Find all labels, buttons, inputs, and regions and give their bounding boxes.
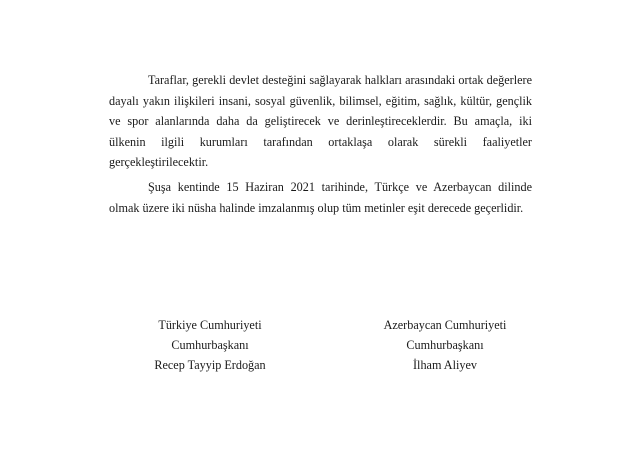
- signature-name: Recep Tayyip Erdoğan: [154, 358, 266, 372]
- signature-country: Azerbaycan Cumhuriyeti: [383, 318, 507, 332]
- signature-block-azerbaycan: [345, 315, 545, 375]
- signature-country: Türkiye Cumhuriyeti: [158, 318, 262, 332]
- signature-office: Cumhurbaşkanı: [171, 338, 249, 352]
- signature-office: Cumhurbaşkanı: [406, 338, 484, 352]
- signature-block-turkiye: [110, 315, 310, 375]
- signature-name: İlham Aliyev: [413, 358, 477, 372]
- paragraph-signing-place-date: Şuşa kentinde 15 Haziran 2021 tarihinde, Türkçe ve Azerbaycan dilinde olmak üzere iki nüsha halinde imzalanmış olup tüm metinler eşit derecede geçerlidir.: [109, 180, 532, 215]
- paragraph-cooperation: Taraflar, gerekli devlet desteğini sağlayarak halkları arasındaki ortak değerlere dayalı yakın ilişkileri insani, sosyal güvenlik, bilimsel, eğitim, sağlık, kültür, gençlik ve spor alanlarında daha da geliştirecek ve derinleştireceklerdir. Bu amaçla, iki ülkenin ilgili kurumları tarafından ortaklaşa olarak sürekli faaliyetler gerçekleştirilecektir.: [109, 73, 532, 169]
